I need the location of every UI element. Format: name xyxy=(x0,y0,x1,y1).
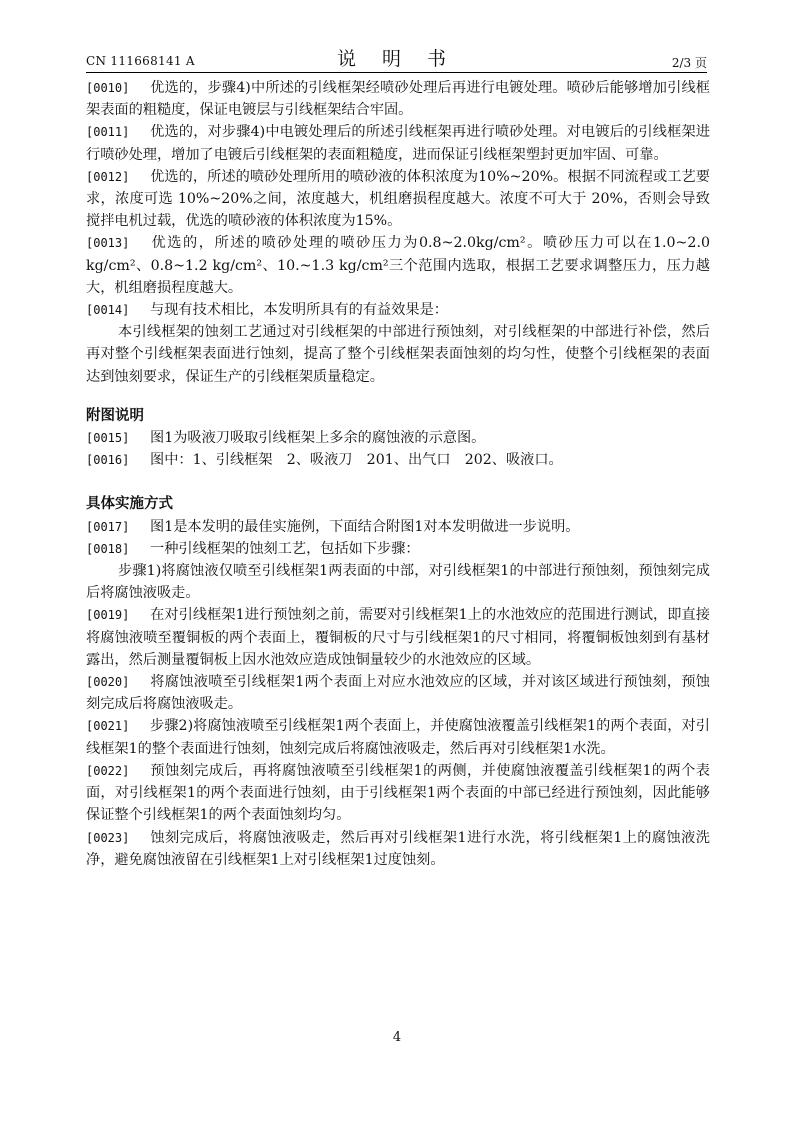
page-number: 4 xyxy=(392,1030,402,1045)
patent-number: CN 111668141 A xyxy=(86,54,195,68)
paragraph-0023 xyxy=(86,827,710,871)
page-header xyxy=(86,44,707,72)
paragraph-text: 与现有技术相比，本发明所具有的有益效果是： xyxy=(150,302,448,319)
section-heading-embodiment: 具体实施方式 xyxy=(86,495,173,513)
document-title: 说 明 书 xyxy=(336,48,457,70)
paragraph-text: 步骤2)将腐蚀液喷至引线框架1两个表面上，并使腐蚀液覆盖引线框架1的两个表面，对引线框架1的整个表面进行蚀刻，蚀刻完成后将腐蚀液吸走，然后再对引线框架1水洗。 xyxy=(86,718,710,757)
paragraph-tag: [0016] xyxy=(86,453,130,468)
benefit-paragraph: 本引线框架的蚀刻工艺通过对引线框架的中部进行预蚀刻，对引线框架的中部进行补偿，然后再对整个引线框架表面进行蚀刻，提高了整个引线框架表面蚀刻的均匀性，使整个引线框架的表面达到蚀刻要求，保证生产的引线框架质量稳定。 xyxy=(86,324,710,385)
paragraph-text: 蚀刻完成后，将腐蚀液吸走，然后再对引线框架1进行水洗，将引线框架1上的腐蚀液洗净，避免腐蚀液留在引线框架1上对引线框架1过度蚀刻。 xyxy=(86,829,710,868)
paragraph-text: 将腐蚀液喷至引线框架1两个表面上对应水池效应的区域，并对该区域进行预蚀刻，预蚀刻完成后将腐蚀液吸走。 xyxy=(86,674,710,713)
paragraph-0017 xyxy=(86,516,710,538)
header-rule xyxy=(86,72,707,73)
paragraph-tag: [0018] xyxy=(86,541,130,556)
paragraph-tag: [0010] xyxy=(86,81,130,95)
paragraph-0022 xyxy=(86,760,710,827)
paragraph-text: 图1为吸液刀吸取引线框架上多余的腐蚀液的示意图。 xyxy=(150,430,486,447)
paragraph-group-a xyxy=(86,77,710,388)
paragraph-text: 优选的，步骤4)中所述的引线框架经喷砂处理后再进行电镀处理。喷砂后能够增加引线框架表面的粗糙度，保证电镀层与引线框架结合牢固。 xyxy=(86,80,710,119)
paragraph-tag: [0020] xyxy=(86,675,130,690)
paragraph-0014 xyxy=(86,299,710,321)
page-indicator: 2/3 页 xyxy=(671,56,707,70)
paragraph-text: 预蚀刻完成后，再将腐蚀液喷至引线框架1的两侧，并使腐蚀液覆盖引线框架1的两个表面，对引线框架1的两个表面进行蚀刻，由于引线框架1两个表面的中部已经进行预蚀刻，因此能够保证整个引线框架1的两个表面蚀刻均匀。 xyxy=(86,762,710,824)
paragraph-0019 xyxy=(86,604,710,671)
paragraph-tag: [0023] xyxy=(86,830,130,845)
paragraph-group-d xyxy=(86,604,710,870)
paragraph-0018 xyxy=(86,538,710,560)
paragraph-text: 优选的，所述的喷砂处理所用的喷砂液的体积浓度为10%~20%。根据不同流程或工艺要求，浓度可选 10%~20%之间，浓度越大，机组磨损程度越大。浓度不可大于 20%，否则会导致搅拌电机过载，优选的喷砂液的体积浓度为15%。 xyxy=(86,168,710,230)
paragraph-0020 xyxy=(86,671,710,715)
paragraph-tag: [0014] xyxy=(86,303,130,318)
paragraph-tag: [0015] xyxy=(86,431,130,446)
paragraph-0013 xyxy=(86,232,710,299)
paragraph-text: 图中：1、引线框架 2、吸液刀 201、出气口 202、吸液口。 xyxy=(150,452,563,469)
paragraph-tag: [0012] xyxy=(86,169,130,184)
paragraph-text: 优选的，所述的喷砂处理的喷砂压力为0.8~2.0kg/cm²。喷砂压力可以在1.0~2.0 kg/cm²、0.8~1.2 kg/cm²、10.~1.3 kg/cm²三个范围内选取，根据工艺要求调整压力，压力越大，机组磨损程度越大。 xyxy=(86,235,710,296)
step1-paragraph: 步骤1)将腐蚀液仅喷至引线框架1两表面的中部，对引线框架1的中部进行预蚀刻，预蚀刻完成后将腐蚀液吸走。 xyxy=(86,563,710,602)
paragraph-group-c xyxy=(86,516,710,605)
paragraph-0021 xyxy=(86,715,710,759)
document-body xyxy=(86,77,710,871)
paragraph-text: 图1是本发明的最佳实施例，下面结合附图1对本发明做进一步说明。 xyxy=(150,518,580,535)
paragraph-tag: [0019] xyxy=(86,608,130,623)
paragraph-0016 xyxy=(86,449,710,471)
section-heading-figures: 附图说明 xyxy=(86,406,144,424)
paragraph-text: 一种引线框架的蚀刻工艺，包括如下步骤： xyxy=(150,540,420,557)
paragraph-0012 xyxy=(86,166,710,233)
paragraph-text: 在对引线框架1进行预蚀刻之前，需要对引线框架1上的水池效应的范围进行测试，即直接将腐蚀液喷至覆铜板的两个表面上，覆铜板的尺寸与引线框架1的尺寸相同，将覆铜板蚀刻到有基材露出，然后测量覆铜板上因水池效应造成蚀铜量较少的水池效应的区域。 xyxy=(86,607,710,668)
paragraph-group-b xyxy=(86,427,710,471)
paragraph-0015 xyxy=(86,427,710,449)
paragraph-tag: [0017] xyxy=(86,519,130,534)
paragraph-tag: [0022] xyxy=(86,763,130,778)
paragraph-tag: [0021] xyxy=(86,719,130,734)
paragraph-0011 xyxy=(86,121,710,165)
paragraph-tag: [0013] xyxy=(86,236,130,251)
paragraph-text: 优选的，对步骤4)中电镀处理后的所述引线框架再进行喷砂处理。对电镀后的引线框架进行喷砂处理，增加了电镀后引线框架的表面粗糙度，进而保证引线框架塑封更加牢固、可靠。 xyxy=(86,124,710,163)
paragraph-0010 xyxy=(86,77,710,121)
paragraph-tag: [0011] xyxy=(86,125,130,140)
